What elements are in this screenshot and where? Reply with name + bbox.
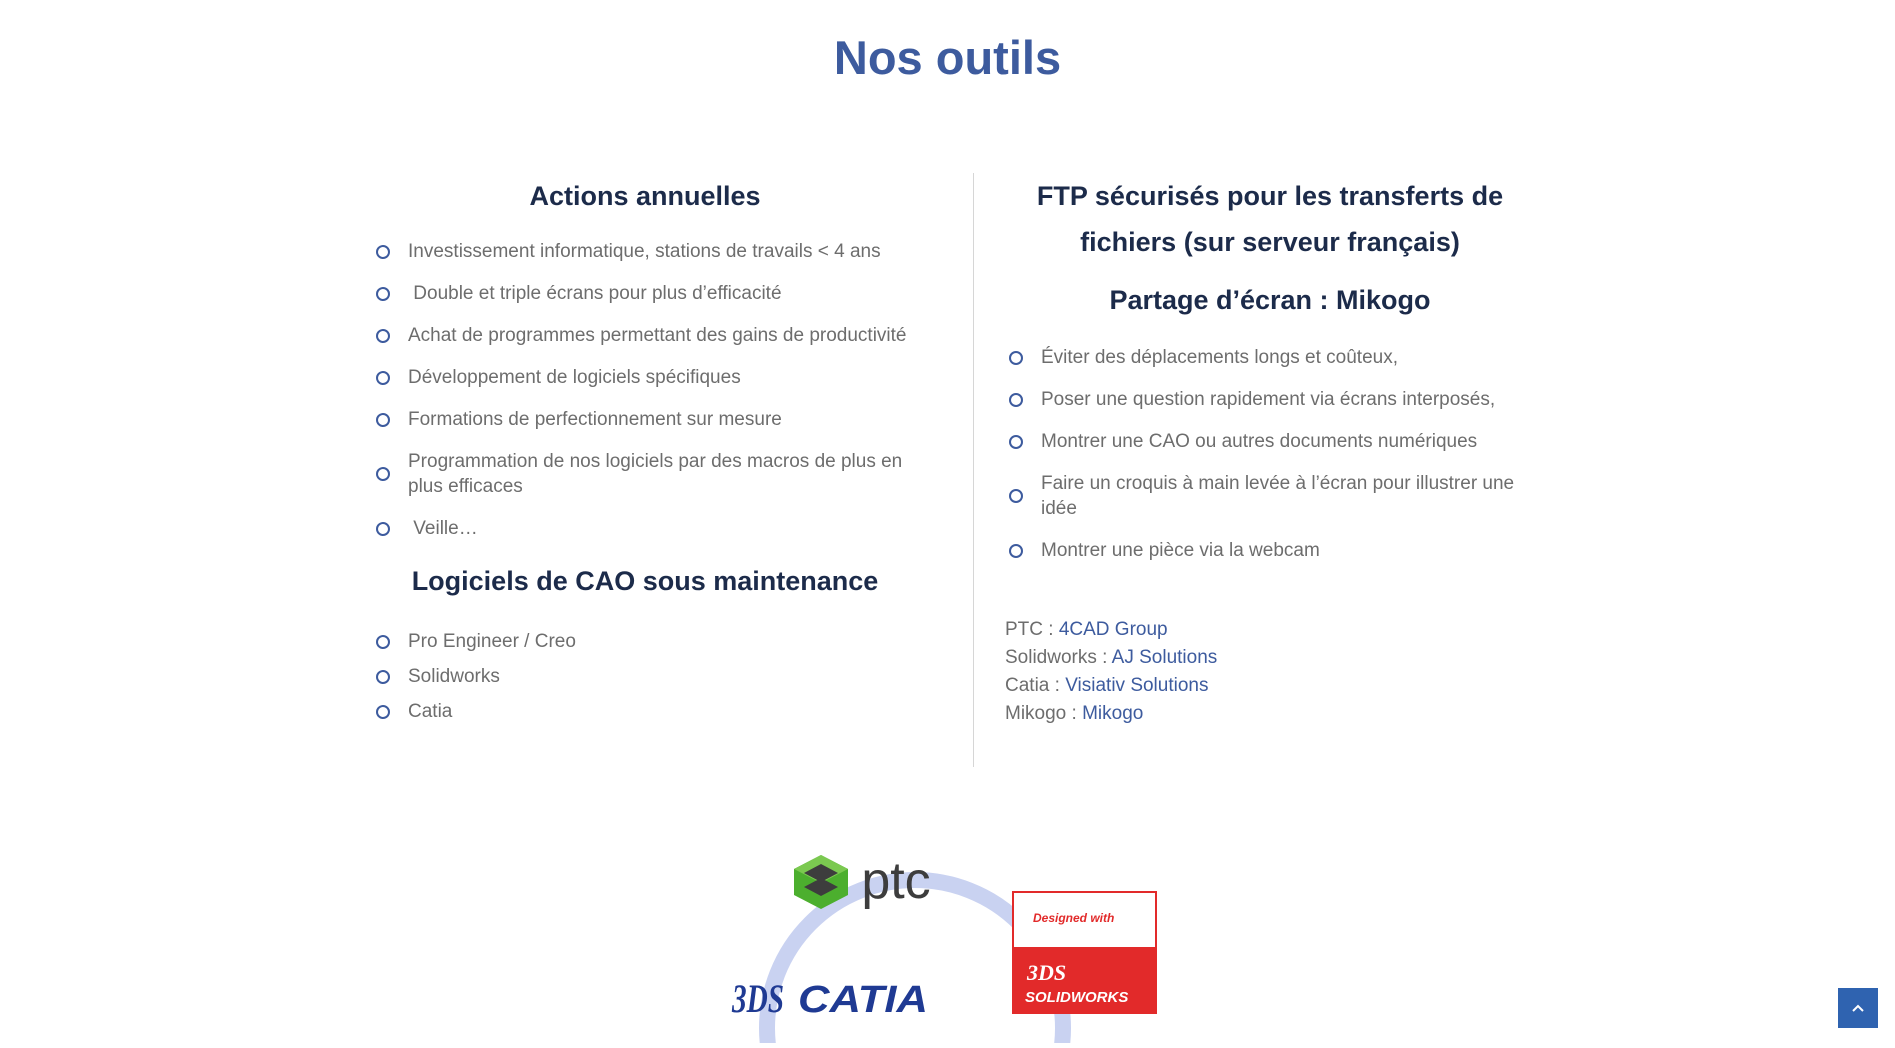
back-to-top-button[interactable] (1838, 988, 1878, 1028)
right-column (1005, 173, 1535, 728)
circle-bullet-icon (376, 522, 390, 536)
cao-heading: Logiciels de CAO sous maintenance (411, 566, 879, 596)
list-item: Développement de logiciels spécifiques (372, 365, 918, 390)
circle-bullet-icon (1009, 435, 1023, 449)
ds-mark-small: 3DS (1027, 960, 1067, 985)
actions-heading: Actions annuelles (529, 181, 761, 211)
list-item: Solidworks (372, 664, 918, 689)
circle-bullet-icon (376, 705, 390, 719)
circle-bullet-icon (376, 670, 390, 684)
circle-bullet-icon (376, 635, 390, 649)
list-item: Formations de perfectionnement sur mesure (372, 407, 918, 432)
actions-list (372, 239, 918, 541)
ptc-wordmark: ptc (861, 852, 931, 910)
partner-link[interactable]: 4CAD Group (1058, 619, 1168, 640)
ds-mark: 3DS (731, 976, 784, 1021)
solidworks-wordmark: SOLIDWORKS (1025, 989, 1129, 1006)
list-item: Éviter des déplacements longs et coûteux, (1005, 345, 1535, 370)
logos-graphic (720, 840, 1180, 1043)
circle-bullet-icon (1009, 393, 1023, 407)
partner-link[interactable]: Visiativ Solutions (1065, 675, 1209, 696)
list-item: Montrer une CAO ou autres documents numériques (1005, 429, 1535, 454)
partner-link[interactable]: AJ Solutions (1111, 647, 1218, 668)
circle-bullet-icon (1009, 489, 1023, 503)
column-divider (973, 173, 974, 767)
partner-row: Mikogo : Mikogo (1005, 703, 1144, 724)
circle-bullet-icon (376, 287, 390, 301)
chevron-up-icon (1852, 1004, 1864, 1012)
catia-logo (731, 976, 928, 1021)
partner-row: Solidworks : AJ Solutions (1005, 647, 1218, 668)
page-title: Nos outils (833, 31, 1062, 84)
partage-heading: Partage d’écran : Mikogo (1109, 285, 1431, 315)
circle-bullet-icon (376, 413, 390, 427)
circle-bullet-icon (376, 329, 390, 343)
partners-list (1005, 616, 1535, 728)
ftp-heading: FTP sécurisés pour les transferts de fichiers (sur serveur français) (1036, 181, 1504, 257)
list-item: Programmation de nos logiciels par des macros de plus en plus efficaces (372, 449, 918, 499)
list-item: Catia (372, 699, 918, 724)
partner-row: Catia : Visiativ Solutions (1005, 675, 1209, 696)
circle-bullet-icon (376, 467, 390, 481)
list-item: Investissement informatique, stations de travails < 4 ans (372, 239, 918, 264)
ptc-logo (794, 852, 931, 910)
cao-list (372, 629, 918, 724)
solidworks-badge (1013, 892, 1156, 1013)
cad-logos (720, 840, 1180, 1043)
partner-link[interactable]: Mikogo (1082, 703, 1144, 724)
circle-bullet-icon (376, 245, 390, 259)
list-item: Veille… (372, 516, 918, 541)
partage-list (1005, 345, 1535, 563)
circle-bullet-icon (1009, 544, 1023, 558)
left-column (372, 173, 918, 734)
list-item: Pro Engineer / Creo (372, 629, 918, 654)
catia-wordmark: CATIA (798, 979, 928, 1021)
list-item: Faire un croquis à main levée à l’écran pour illustrer une idée (1005, 471, 1535, 521)
circle-bullet-icon (376, 371, 390, 385)
list-item: Poser une question rapidement via écrans interposés, (1005, 387, 1535, 412)
partner-row: PTC : 4CAD Group (1005, 619, 1168, 640)
list-item: Double et triple écrans pour plus d’efficacité (372, 281, 918, 306)
list-item: Achat de programmes permettant des gains de productivité (372, 323, 918, 348)
circle-bullet-icon (1009, 351, 1023, 365)
designed-with-label: Designed with (1033, 911, 1115, 925)
list-item: Montrer une pièce via la webcam (1005, 538, 1535, 563)
